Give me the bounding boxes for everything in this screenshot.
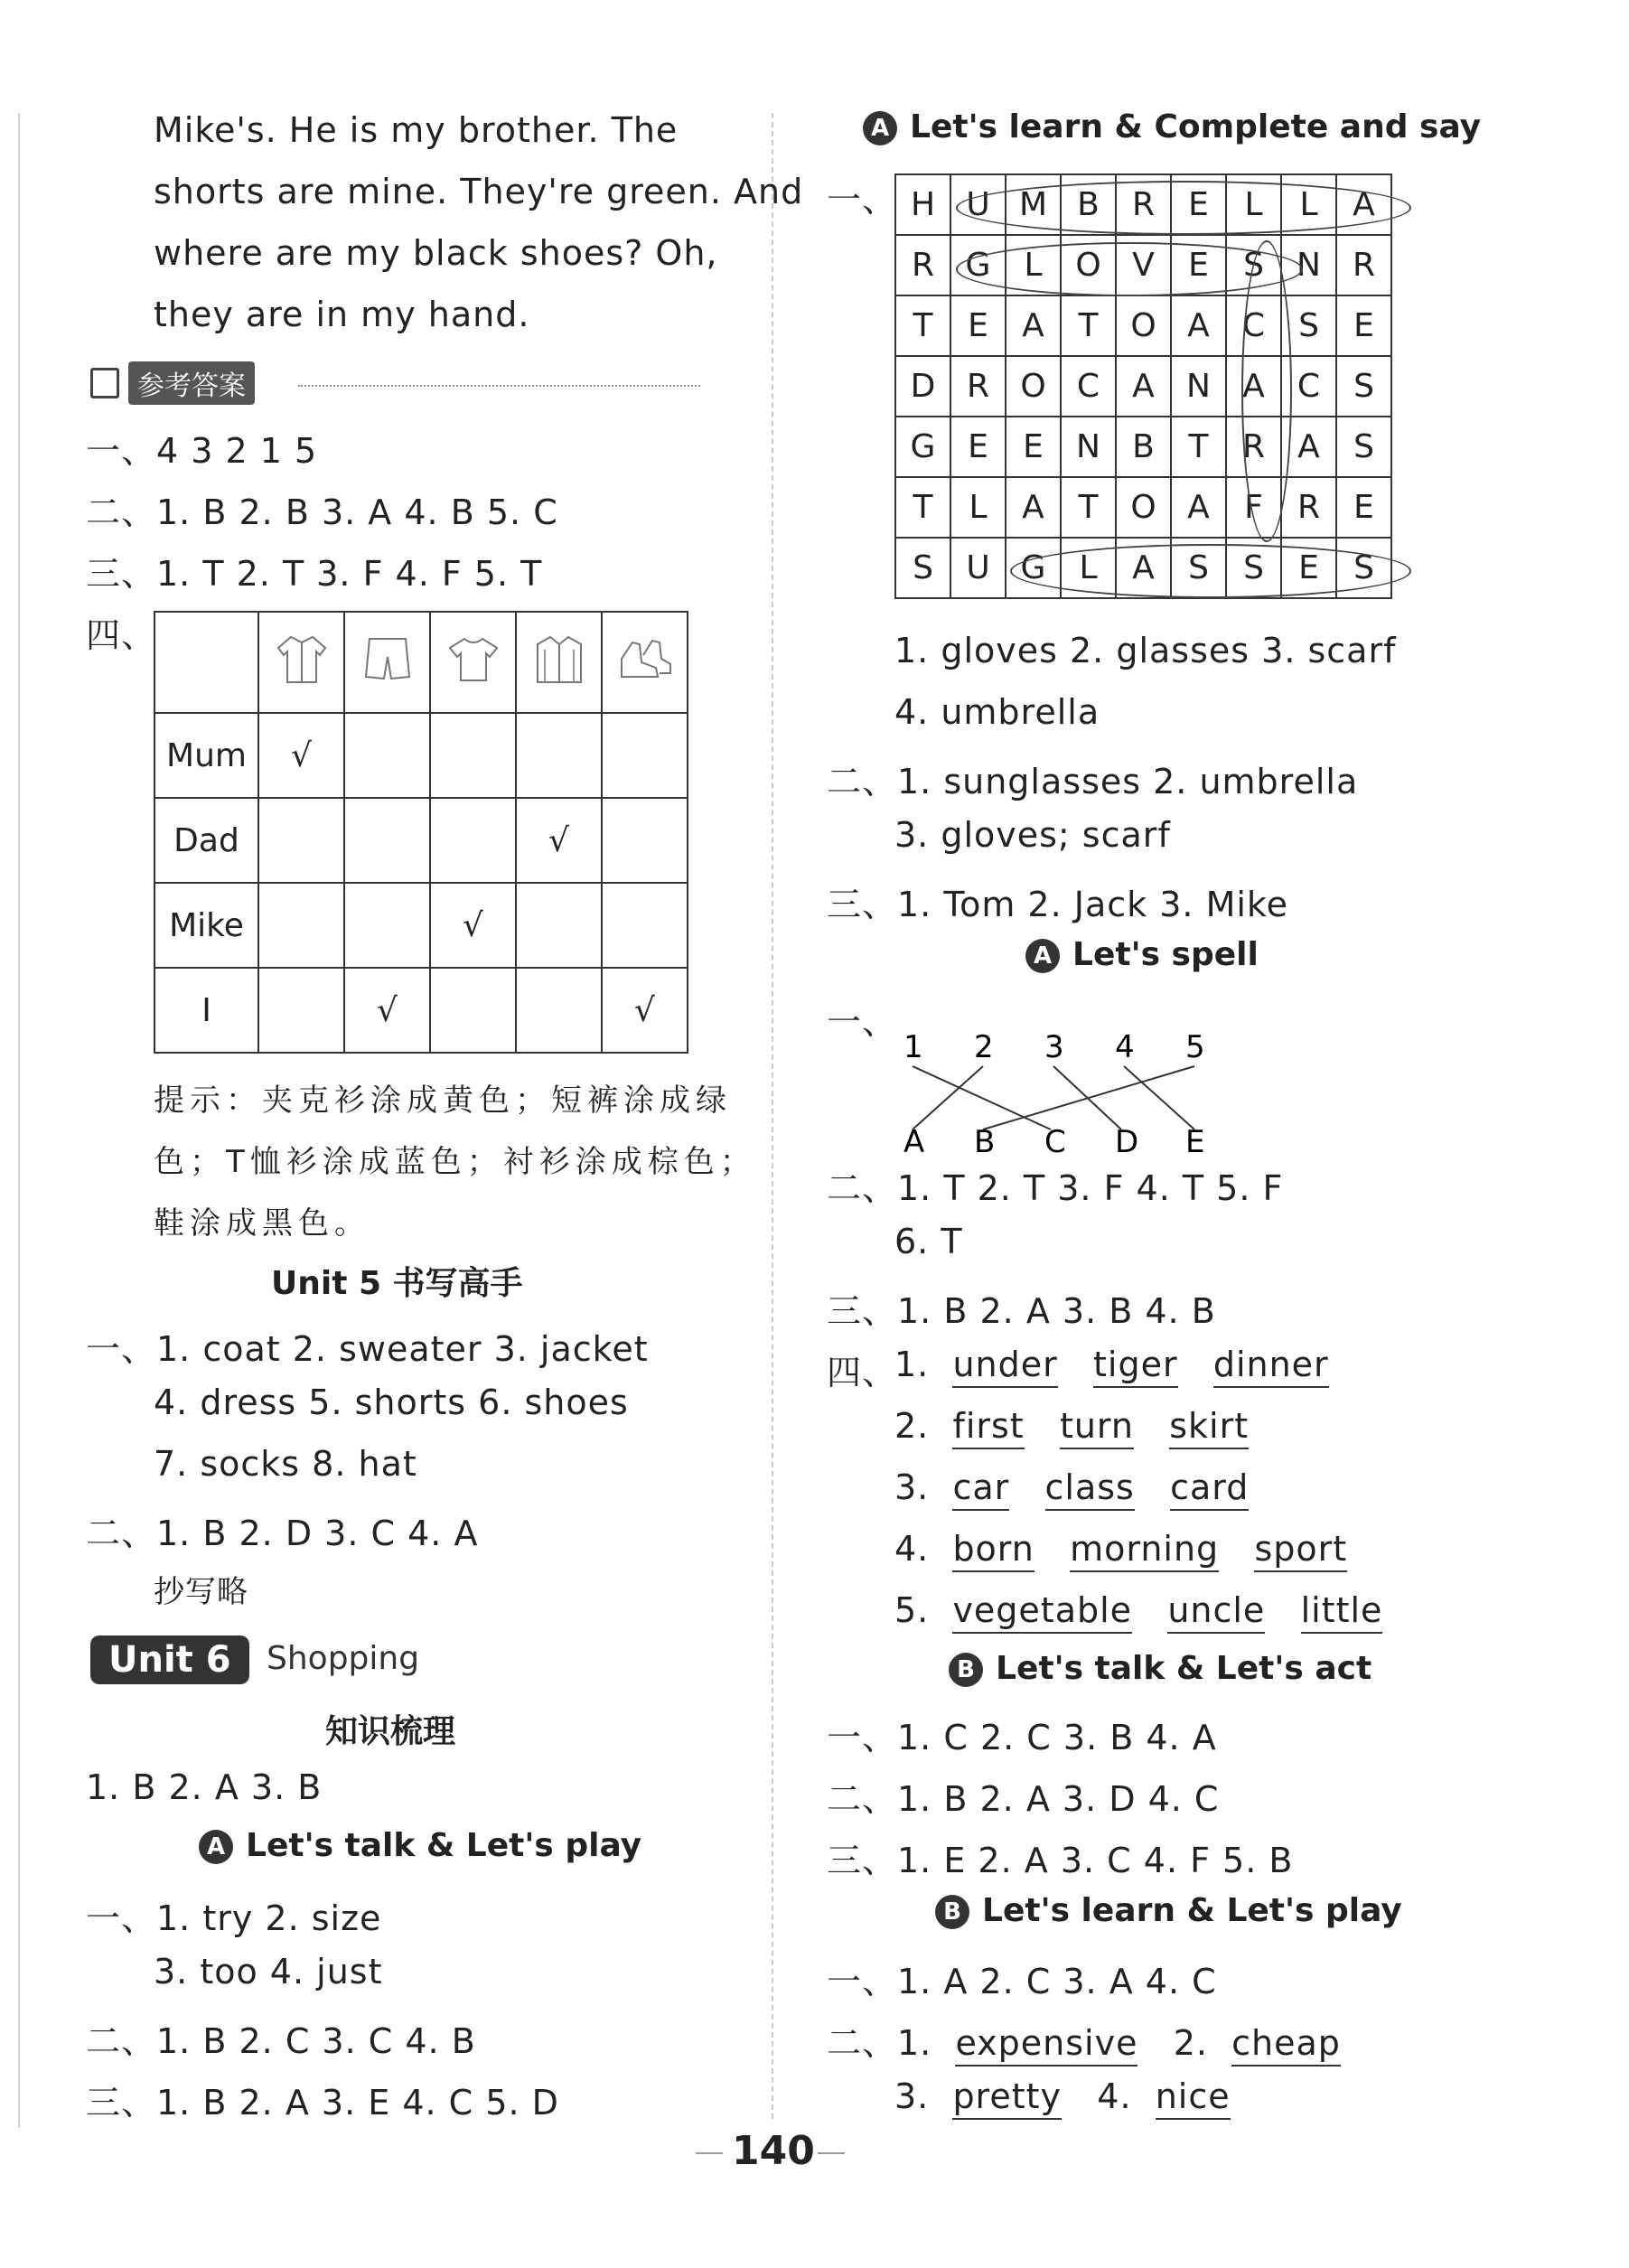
- page-number-rule: [696, 2152, 723, 2154]
- spell-word: turn: [1060, 1406, 1134, 1449]
- check-cell: [430, 798, 516, 883]
- table-row: [154, 713, 688, 798]
- grid-cell: L: [950, 477, 1006, 538]
- check-cell: [430, 968, 516, 1053]
- b-learn-heading: [935, 1892, 1402, 1929]
- found-words-line-2: 4. umbrella: [894, 692, 1100, 732]
- check-cell: [602, 883, 688, 968]
- passage-line-1: Mike's. He is my brother. The: [154, 110, 679, 150]
- passage-line-4: they are in my hand.: [154, 295, 530, 334]
- spell-word: born: [952, 1529, 1034, 1572]
- spell-word: vegetable: [952, 1590, 1132, 1634]
- grid-cell: T: [895, 477, 950, 538]
- spell-word: little: [1301, 1590, 1383, 1634]
- grid-cell: G: [895, 417, 950, 477]
- dotted-divider: [298, 385, 700, 387]
- match-bottom-c: C: [1044, 1124, 1066, 1157]
- spell-word: car: [952, 1467, 1009, 1511]
- grid-cell: M: [1006, 174, 1061, 235]
- page-number-rule: [818, 2152, 845, 2154]
- unit5-q1-line-1: 一、1. coat 2. sweater 3. jacket: [86, 1329, 649, 1369]
- grid-cell: S: [1171, 538, 1226, 598]
- clothes-check-table: [154, 611, 688, 1054]
- match-bottom-e: E: [1185, 1124, 1205, 1157]
- grid-cell: T: [1171, 417, 1226, 477]
- spell-word: uncle: [1167, 1590, 1265, 1634]
- grid-cell: R: [950, 356, 1006, 417]
- grid-cell: A: [1281, 417, 1336, 477]
- section-a-badge: A: [863, 111, 897, 145]
- grid-cell: N: [1061, 417, 1116, 477]
- grid-cell: U: [950, 174, 1006, 235]
- row-name: I: [154, 968, 258, 1053]
- column-divider: [772, 113, 773, 2119]
- check-cell: [344, 798, 430, 883]
- knowledge-heading: 知识梳理: [325, 1713, 456, 1750]
- row-name: Mike: [154, 883, 258, 968]
- grid-cell: T: [1061, 295, 1116, 356]
- grid-cell: E: [1336, 477, 1391, 538]
- check-cell: √: [516, 798, 602, 883]
- table-row: [154, 968, 688, 1053]
- check-cell: [430, 713, 516, 798]
- spell-word: tiger: [1093, 1345, 1178, 1388]
- row-name: Mum: [154, 713, 258, 798]
- b-learn-q2-line-1: [827, 2015, 1341, 2065]
- grid-cell: D: [895, 356, 950, 417]
- grid-cell: G: [950, 235, 1006, 295]
- match-line: [983, 1066, 1194, 1129]
- match-line: [913, 1066, 983, 1129]
- check-cell: [344, 713, 430, 798]
- check-cell: [258, 968, 344, 1053]
- answer-word: expensive: [955, 2023, 1137, 2067]
- answer-word: nice: [1156, 2076, 1231, 2120]
- learn-q2-line-2: 3. gloves; scarf: [894, 815, 1171, 855]
- grid-cell: R: [895, 235, 950, 295]
- match-top-2: 2: [974, 1030, 994, 1065]
- grid-cell: O: [1116, 477, 1171, 538]
- row-number: 2.: [894, 1406, 930, 1446]
- q-number: 二、1.: [827, 2023, 932, 2063]
- grid-row: [895, 477, 1391, 538]
- spell-q4-row: [894, 1529, 1347, 1569]
- answer-q3: 三、1. T 2. T 3. F 4. F 5. T: [86, 554, 543, 594]
- grid-cell: C: [1226, 295, 1281, 356]
- answer-q2: 二、1. B 2. B 3. A 4. B 5. C: [86, 492, 558, 532]
- spell-q1-label: 一、: [827, 1002, 898, 1042]
- grid-cell: E: [1171, 174, 1226, 235]
- check-cell: √: [258, 713, 344, 798]
- row-number: 5.: [894, 1590, 930, 1630]
- spell-q4-row: [894, 1590, 1382, 1630]
- spell-q3: 三、1. B 2. A 3. B 4. B: [827, 1291, 1216, 1331]
- section-b-badge: B: [949, 1653, 983, 1687]
- spell-word: class: [1045, 1467, 1135, 1511]
- jacket-icon: [258, 612, 344, 713]
- match-top-3: 3: [1044, 1030, 1064, 1065]
- spell-word: skirt: [1169, 1406, 1249, 1449]
- row-number: 4.: [894, 1529, 930, 1569]
- match-top-5: 5: [1185, 1030, 1205, 1065]
- grid-cell: U: [950, 538, 1006, 598]
- grid-cell: S: [895, 538, 950, 598]
- check-cell: [602, 798, 688, 883]
- grid-cell: L: [1281, 174, 1336, 235]
- row-number: 3.: [894, 1467, 930, 1507]
- unit5-copy-note: 抄写略: [154, 1574, 248, 1610]
- unit5-q2: 二、1. B 2. D 3. C 4. A: [86, 1514, 479, 1553]
- answer-section-tag: [90, 363, 255, 403]
- grid-cell: L: [1006, 235, 1061, 295]
- grid-cell: S: [1226, 235, 1281, 295]
- unit5-heading: Unit 5 书写高手: [271, 1265, 523, 1302]
- b-talk-q2: 二、1. B 2. A 3. D 4. C: [827, 1779, 1220, 1819]
- spell-word: morning: [1070, 1529, 1219, 1572]
- grid-cell: T: [1061, 477, 1116, 538]
- found-words-line-1: 1. gloves 2. glasses 3. scarf: [894, 631, 1397, 670]
- section-a-badge: A: [199, 1830, 233, 1864]
- match-bottom-a: A: [903, 1124, 925, 1157]
- match-bottom-d: D: [1115, 1124, 1139, 1157]
- unit6-title: Shopping: [267, 1640, 420, 1677]
- match-line: [1124, 1066, 1194, 1129]
- grid-cell: G: [1006, 538, 1061, 598]
- circle-umbrella: [956, 181, 1411, 235]
- match-bottom-b: B: [974, 1124, 996, 1157]
- grid-cell: B: [1116, 417, 1171, 477]
- q-number: 3.: [894, 2076, 930, 2116]
- grid-cell: E: [1281, 538, 1336, 598]
- learn-q2-line-1: 二、1. sunglasses 2. umbrella: [827, 762, 1359, 801]
- passage-line-2: shorts are mine. They're green. And: [154, 172, 804, 211]
- talk-play-heading: [199, 1827, 641, 1864]
- check-cell: [258, 883, 344, 968]
- grid-cell: S: [1336, 417, 1391, 477]
- grid-cell: R: [1226, 417, 1281, 477]
- word-search-grid: [894, 173, 1392, 599]
- grid-cell: R: [1281, 477, 1336, 538]
- grid-cell: A: [1336, 174, 1391, 235]
- spell-q4-row: [894, 1345, 1329, 1384]
- spell-word: card: [1170, 1467, 1249, 1511]
- spell-q4-row: [894, 1467, 1249, 1507]
- shoes-icon: [602, 612, 688, 713]
- page-edge-line: [18, 113, 20, 2128]
- grid-cell: C: [1061, 356, 1116, 417]
- check-cell: √: [602, 968, 688, 1053]
- check-cell: √: [430, 883, 516, 968]
- check-cell: [258, 798, 344, 883]
- unit5-q1-line-2: 4. dress 5. shorts 6. shoes: [154, 1382, 629, 1422]
- wordsearch-label: 一、: [827, 180, 898, 220]
- b-learn-q1: 一、1. A 2. C 3. A 4. C: [827, 1962, 1217, 2001]
- match-line: [913, 1066, 1051, 1129]
- grid-cell: A: [1006, 477, 1061, 538]
- grid-cell: O: [1006, 356, 1061, 417]
- grid-cell: T: [895, 295, 950, 356]
- talk-q3: 三、1. B 2. A 3. E 4. C 5. D: [86, 2083, 559, 2123]
- b-talk-q1: 一、1. C 2. C 3. B 4. A: [827, 1718, 1217, 1757]
- grid-cell: R: [1336, 235, 1391, 295]
- talk-play-heading-text: Let's talk & Let's play: [246, 1827, 642, 1864]
- grid-cell: A: [1116, 356, 1171, 417]
- spell-heading: [1025, 936, 1259, 973]
- grid-cell: S: [1336, 538, 1391, 598]
- grid-cell: L: [1226, 174, 1281, 235]
- talk-q1-line-2: 3. too 4. just: [154, 1952, 383, 1992]
- circle-glasses: [1010, 544, 1411, 598]
- unit6-badge: Unit 6: [90, 1635, 249, 1684]
- t-shirt-icon: [430, 612, 516, 713]
- hint-line-3: 鞋涂成黑色。: [154, 1205, 370, 1242]
- grid-cell: O: [1116, 295, 1171, 356]
- circle-scarf: [1241, 240, 1292, 542]
- spell-q2-line-2: 6. T: [894, 1222, 963, 1261]
- grid-cell: O: [1061, 235, 1116, 295]
- grid-cell: A: [1226, 356, 1281, 417]
- grid-row: [895, 417, 1391, 477]
- spell-word: sport: [1254, 1529, 1347, 1572]
- q-number: 4.: [1097, 2076, 1132, 2116]
- talk-q1-line-1: 一、1. try 2. size: [86, 1898, 382, 1938]
- row-number: 1.: [894, 1345, 930, 1384]
- spell-word: first: [952, 1406, 1024, 1449]
- grid-cell: S: [1336, 356, 1391, 417]
- answer-word: cheap: [1231, 2023, 1341, 2067]
- answer-tag-label: 参考答案: [128, 361, 255, 405]
- grid-cell: E: [950, 417, 1006, 477]
- spell-word: under: [952, 1345, 1057, 1388]
- shirt-icon: [516, 612, 602, 713]
- matching-diagram: [903, 1030, 1211, 1157]
- grid-cell: A: [1006, 295, 1061, 356]
- check-cell: √: [344, 968, 430, 1053]
- grid-cell: E: [1006, 417, 1061, 477]
- talk-q2: 二、1. B 2. C 3. C 4. B: [86, 2021, 476, 2061]
- section-a-badge: A: [1025, 939, 1060, 973]
- grid-cell: E: [950, 295, 1006, 356]
- page-number: 140: [732, 2128, 815, 2174]
- grid-cell: N: [1171, 356, 1226, 417]
- grid-cell: V: [1116, 235, 1171, 295]
- spell-word: dinner: [1213, 1345, 1329, 1388]
- answer-q4-label: 四、: [86, 615, 157, 655]
- grid-row: [895, 356, 1391, 417]
- grid-cell: H: [895, 174, 950, 235]
- table-row: [154, 798, 688, 883]
- b-learn-q2-line-2: [894, 2076, 1231, 2116]
- unit5-q1-line-3: 7. socks 8. hat: [154, 1444, 417, 1484]
- table-header-row: [154, 612, 688, 713]
- grid-cell: S: [1281, 295, 1336, 356]
- document-icon: [90, 368, 119, 398]
- answer-word: pretty: [952, 2076, 1062, 2120]
- learn-heading: [863, 108, 1481, 145]
- grid-cell: B: [1061, 174, 1116, 235]
- check-cell: [344, 883, 430, 968]
- b-talk-heading: [949, 1650, 1372, 1687]
- learn-heading-text: Let's learn & Complete and say: [910, 108, 1482, 145]
- spell-heading-text: Let's spell: [1072, 936, 1259, 973]
- check-cell: [516, 968, 602, 1053]
- grid-cell: A: [1116, 538, 1171, 598]
- q-number: 2.: [1173, 2023, 1208, 2063]
- learn-q3: 三、1. Tom 2. Jack 3. Mike: [827, 885, 1288, 924]
- check-cell: [602, 713, 688, 798]
- grid-cell: L: [1061, 538, 1116, 598]
- knowledge-answers: 1. B 2. A 3. B: [86, 1767, 323, 1807]
- hint-line-1: 提示：夹克衫涂成黄色；短裤涂成绿: [154, 1082, 732, 1119]
- row-name: Dad: [154, 798, 258, 883]
- b-talk-q3: 三、1. E 2. A 3. C 4. F 5. B: [827, 1841, 1294, 1880]
- grid-cell: R: [1116, 174, 1171, 235]
- hint-line-2: 色；T恤衫涂成蓝色；衬衫涂成棕色；: [154, 1144, 756, 1180]
- section-b-badge: B: [935, 1895, 969, 1929]
- match-top-4: 4: [1115, 1030, 1135, 1065]
- table-row: [154, 883, 688, 968]
- grid-cell: F: [1226, 477, 1281, 538]
- answer-q1: 一、4 3 2 1 5: [86, 431, 318, 471]
- grid-cell: E: [1336, 295, 1391, 356]
- grid-cell: E: [1171, 235, 1226, 295]
- shorts-icon: [344, 612, 430, 713]
- grid-cell: N: [1281, 235, 1336, 295]
- check-cell: [516, 713, 602, 798]
- spell-q4-label: 四、: [827, 1353, 898, 1392]
- grid-cell: S: [1226, 538, 1281, 598]
- grid-cell: A: [1171, 295, 1226, 356]
- table-corner-cell: [154, 612, 258, 713]
- grid-cell: A: [1171, 477, 1226, 538]
- b-learn-heading-text: Let's learn & Let's play: [982, 1892, 1402, 1929]
- spell-q4-row: [894, 1406, 1249, 1446]
- check-cell: [516, 883, 602, 968]
- match-top-1: 1: [903, 1030, 923, 1065]
- passage-line-3: where are my black shoes? Oh,: [154, 233, 718, 273]
- spell-q2-line-1: 二、1. T 2. T 3. F 4. T 5. F: [827, 1168, 1284, 1208]
- b-talk-heading-text: Let's talk & Let's act: [996, 1650, 1372, 1687]
- grid-cell: C: [1281, 356, 1336, 417]
- grid-row: [895, 295, 1391, 356]
